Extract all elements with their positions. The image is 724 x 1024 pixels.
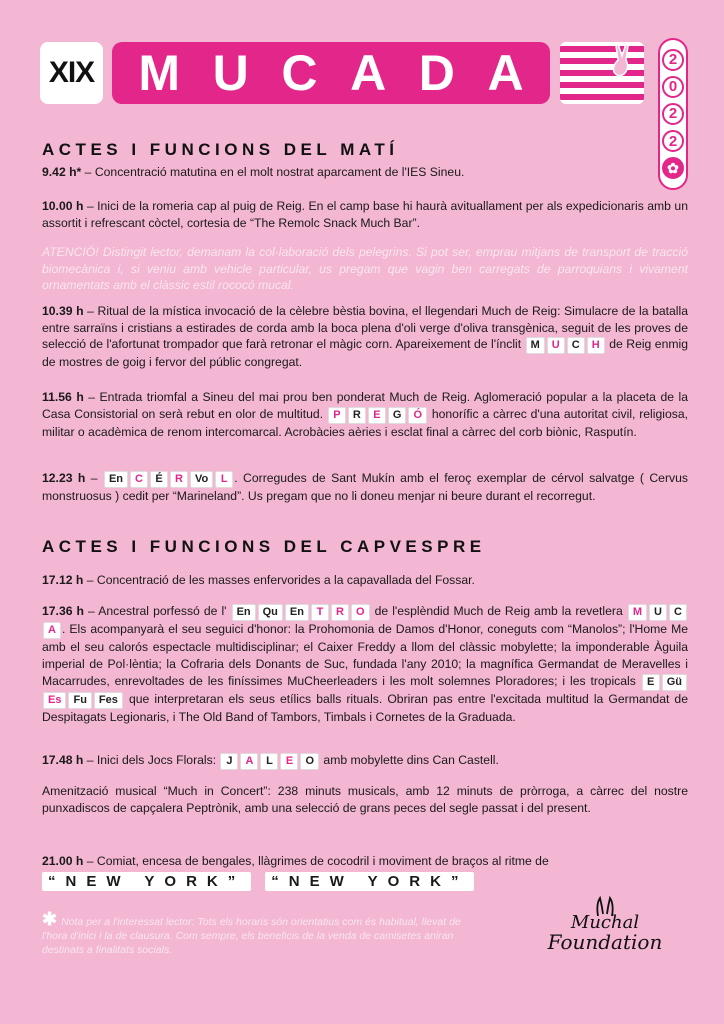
letter-tile: R <box>331 604 349 621</box>
letter-tile: P <box>328 407 346 424</box>
letter-tile: Vo <box>190 471 213 488</box>
schedule-item <box>42 470 688 505</box>
letter-tile: R <box>348 407 366 424</box>
letter-tile: C <box>567 337 585 354</box>
muchal-foundation-logo <box>545 896 665 966</box>
letter-tile: T <box>311 604 329 621</box>
chant-box: “NEW YORK” <box>265 872 474 891</box>
letter-tile: E <box>280 753 298 770</box>
schedule-item <box>42 752 688 770</box>
edition-badge: XIX <box>40 42 103 104</box>
event-text: de l'esplèndid Much de Reig amb la revetlera <box>370 604 627 618</box>
title-letter: C <box>281 45 318 101</box>
event-text: – Concentració matutina en el molt nostrat aparcament de l'IES Sineu. <box>81 165 465 179</box>
event-text: – Entrada triomfal a Sineu del mai prou ben ponderat Much de Reig. Aglomeració popular a la placeta de la Casa Consistorial on serà rebut en olor de multitud. <box>42 390 688 421</box>
attention-note: ATENCIÓ! Distingit lector, demanam la col·laboració dels pelegrins. Si pot ser, emprau mitjans de transport de tracció biomecànica i, si veniu amb vehicle particular, us pregam que vagin ben carregats de parroquians i vivament ornamentats amb el clàssic estil rococó mucal. <box>42 245 688 292</box>
letter-tile: A <box>240 753 258 770</box>
year-digit: 2 <box>662 103 684 125</box>
event-title <box>112 42 550 104</box>
event-time: 17.48 h <box>42 753 84 767</box>
year-digit: 2 <box>662 130 684 152</box>
event-time: 17.36 h <box>42 604 84 618</box>
letter-tile: R <box>170 471 188 488</box>
event-time: 9.42 h* <box>42 165 82 179</box>
event-text: – Concentració de les masses enfervorides a la capavallada del Fossar. <box>83 573 475 587</box>
logo-line: Muchal <box>570 912 640 933</box>
letter-tile: Fu <box>68 692 91 709</box>
event-time: 11.56 h <box>42 390 84 404</box>
event-text: – Ritual de la mística invocació de la cèlebre bèstia bovina, el llegendari Much de Reig: Simulacre de la batalla entre sarraïns i cristians a estirades de corda amb la boca plena d'oli verge d'oliva transgènica, seguit de les proves de selecció de l'afortunat trompador que farà retronar el màgic corn. Apareixement de l'ínclit <box>42 304 688 351</box>
flower-icon: ✿ <box>662 157 684 179</box>
event-text: – Ancestral porfessó de l' <box>84 604 231 618</box>
letter-tile: L <box>260 753 278 770</box>
event-time: 21.00 h <box>42 854 84 868</box>
event-text: honorífic a càrrec d'una autoritat civil, religiosa, militar o acadèmica de renom intercomarcal. Acrobàcies aèries i esclat final a càrrec del corb biònic, Rasputín. <box>42 406 688 439</box>
year-digit: 2 <box>662 49 684 71</box>
event-text: . Corregudes de Sant Mukín amb el feroç exemplar de cérvol salvatge ( Cervus monstruosus ) cedit per “Marineland”. Us pregam que no li doneu menjar ni beure durant el recorregut. <box>42 471 688 503</box>
new-york-chant <box>42 872 474 891</box>
schedule-item <box>42 303 688 371</box>
event-text: . Els acompanyarà el seu seguici d'honor: la Prohomonia de Damos d'Honor, coneguts com “Manolos”; l'Home Me amb el seu calorós espectacle multidisciplinar; el Caixer Freddy a llom del clàssic mobylette; la imponderable Àguila imperial de Pol·lèntia; la Cofraria dels Donants de Suc, fundada l'any 2010; la magnífica Germandat de Meravelles i Macarrudes, enrevoltades de les finíssimes MuCheerleaders i les molt solemnes Ploradores; i les tropicals <box>42 622 688 688</box>
asterisk-icon: ✱ <box>42 909 58 929</box>
letter-tile: Qu <box>258 604 283 621</box>
title-letter: M <box>138 45 180 101</box>
letter-tile: O <box>300 753 319 770</box>
letter-tile: C <box>130 471 148 488</box>
letter-tile: M <box>526 337 545 354</box>
footer-note-text: Nota per a l'interessat lector: Tots els horaris són orientatius com és habitual, llevat de l'hora d'inici i la de clausura. Com sempre, els beneficis de la venda de camisetes aniran destinats a finalitats socials. <box>42 916 461 956</box>
letter-tile: Es <box>43 692 66 709</box>
event-time: 12.23 h <box>42 471 86 485</box>
title-letter: A <box>487 45 524 101</box>
event-text: – Inici de la romeria cap al puig de Reig. En el camp base hi haurà avituallament per als expedicionaris amb un assortit i refrescant còctel, cortesia de “The Remolc Snack Much Bar”. <box>42 199 688 230</box>
letter-tile: C <box>669 604 687 621</box>
letter-tile: En <box>232 604 256 621</box>
event-text: amb mobylette dins Can Castell. <box>320 753 499 767</box>
chant-box: “NEW YORK” <box>42 872 251 891</box>
schedule-item: Amenització musical “Much in Concert”: 238 minuts musicals, amb 12 minuts de pròrroga, a càrrec del nostre punxadiscos de capçalera Peptrònik, amb una selecció de grans peces del segle passat i del present. <box>42 784 688 815</box>
striped-flag-logo <box>560 42 644 104</box>
schedule-item <box>42 853 688 870</box>
title-letter: D <box>418 45 455 101</box>
letter-tile: Fes <box>94 692 123 709</box>
year-digit: 0 <box>662 76 684 98</box>
footer-note <box>42 909 462 957</box>
event-time: 17.12 h <box>42 573 84 587</box>
evening-section-title: ACTES I FUNCIONS DEL CAPVESPRE <box>42 537 486 556</box>
letter-tile: H <box>587 337 605 354</box>
schedule-item <box>42 389 688 440</box>
morning-section-title: ACTES I FUNCIONS DEL MATÍ <box>42 140 399 159</box>
schedule-item <box>42 603 688 726</box>
letter-tile: Gü <box>662 674 687 691</box>
schedule-item <box>42 164 688 181</box>
letter-tile: U <box>649 604 667 621</box>
letter-tile: A <box>43 622 61 639</box>
flag-rabbit-icon <box>560 42 644 104</box>
logo-line: Foundation <box>547 930 663 954</box>
event-time: 10.39 h <box>42 304 84 318</box>
event-text: que interpretaran els seus etílics balls rituals. Obriran pas entre l'excitada multitud la Germandat de Despitagats Legionaris, i The Old Band of Tambors, Timbals i Cornetes de la Graduada. <box>42 692 688 724</box>
letter-tile: En <box>104 471 128 488</box>
event-text: – Inici dels Jocs Florals: <box>83 753 220 767</box>
event-text: – Comiat, encesa de bengales, llàgrimes de cocodril i moviment de braços al ritme de <box>83 854 549 868</box>
letter-tile: E <box>368 407 386 424</box>
letter-tile: U <box>547 337 565 354</box>
schedule-item <box>42 198 688 231</box>
letter-tile: M <box>628 604 647 621</box>
letter-tile: E <box>642 674 660 691</box>
letter-tile: Ó <box>408 407 427 424</box>
schedule-item <box>42 572 688 589</box>
letter-tile: En <box>285 604 309 621</box>
event-text: – <box>85 471 103 485</box>
letter-tile: G <box>388 407 407 424</box>
letter-tile: É <box>150 471 168 488</box>
title-letter: U <box>212 45 249 101</box>
letter-tile: L <box>215 471 233 488</box>
event-text: de Reig enmig de mostres de goig i fervor del públic congregat. <box>42 337 688 369</box>
title-letter: A <box>350 45 387 101</box>
event-time: 10.00 h <box>42 199 84 213</box>
letter-tile: J <box>220 753 238 770</box>
letter-tile: O <box>351 604 370 621</box>
